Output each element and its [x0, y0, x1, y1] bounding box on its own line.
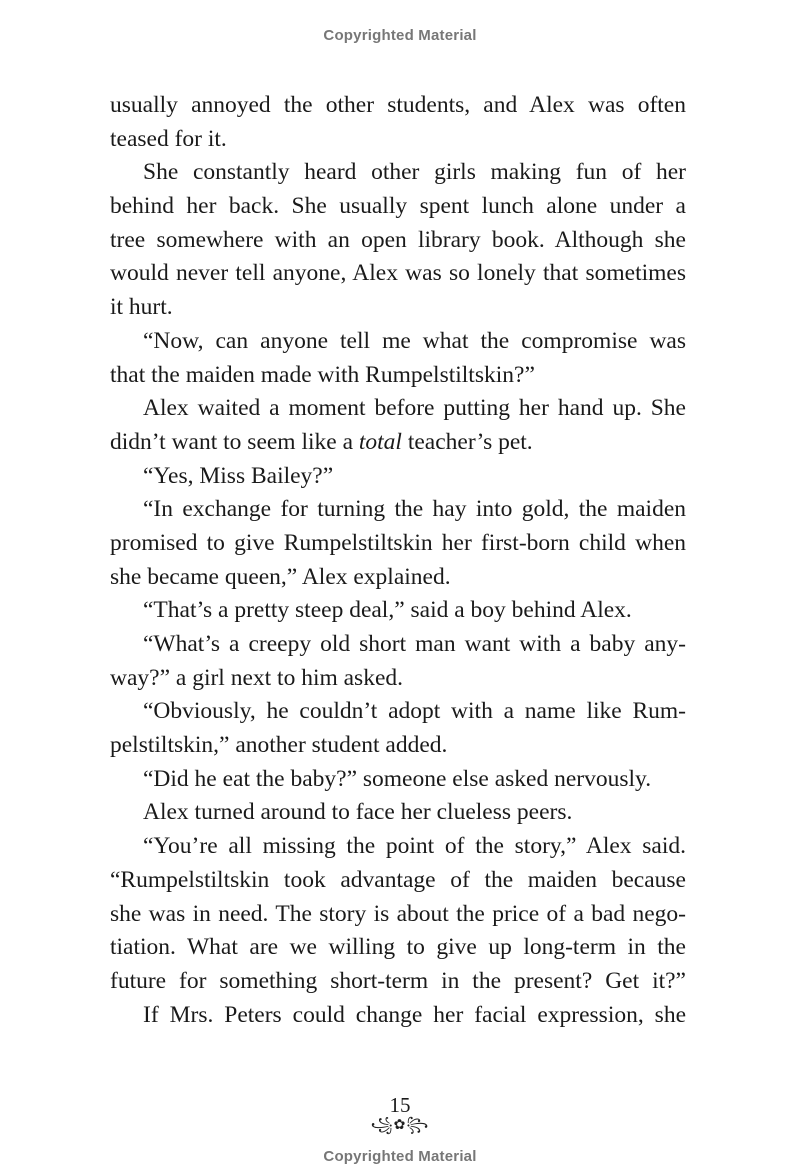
text-line: she became queen,” Alex explained.	[110, 563, 451, 590]
text-segment: teacher’s pet.	[401, 428, 533, 455]
text-line: “What’s a creepy old short man want with a baby any-	[143, 631, 686, 657]
text-line: “Now, can anyone tell me what the compromise was	[143, 327, 686, 354]
text-line: way?” a girl next to him asked.	[110, 664, 404, 691]
page-number: 15	[389, 1093, 411, 1117]
text-line: Alex waited a moment before putting her hand up. She	[143, 395, 686, 422]
text-line: “Rumpelstiltskin took advantage of the maiden because	[110, 866, 686, 893]
text-line: she was in need. The story is about the price of a bad nego-	[110, 900, 686, 927]
text-line: usually annoyed the other students, and Alex was often	[110, 92, 686, 118]
text-segment: didn’t want to seem like a	[110, 428, 359, 455]
text-line: She constantly heard other girls making fun of her	[143, 159, 686, 186]
text-line	[110, 426, 686, 460]
text-line: teased for it.	[110, 125, 227, 152]
italic-emphasis: total	[358, 428, 402, 455]
flourish-ornament-icon: ꧁✿꧂	[370, 1118, 430, 1133]
text-line: tiation. What are we willing to give up long-term in the	[110, 934, 686, 961]
text-line: “In exchange for turning the hay into gold, the maiden	[143, 496, 686, 523]
text-line: “Obviously, he couldn’t adopt with a name like Rum-	[143, 698, 686, 725]
text-line: behind her back. She usually spent lunch alone under a	[110, 193, 686, 220]
copyright-watermark-top: Copyrighted Material	[323, 27, 477, 44]
text-line: it hurt.	[110, 294, 173, 321]
text-line: promised to give Rumpelstiltskin her first-born child when	[110, 529, 686, 556]
text-line: If Mrs. Peters could change her facial expression, she	[143, 1001, 686, 1028]
page-body-text	[110, 89, 686, 1032]
copyright-watermark-bottom: Copyrighted Material	[323, 1148, 477, 1165]
text-line: “Yes, Miss Bailey?”	[143, 462, 334, 489]
text-line: future for something short-term in the present? Get it?”	[110, 967, 686, 994]
text-line: Alex turned around to face her clueless peers.	[143, 799, 573, 826]
text-line: “You’re all missing the point of the story,” Alex said.	[143, 833, 686, 860]
text-line: “Did he eat the baby?” someone else asked nervously.	[143, 765, 652, 792]
text-line: “That’s a pretty steep deal,” said a boy behind Alex.	[143, 597, 632, 624]
text-line: pelstiltskin,” another student added.	[110, 732, 448, 759]
text-line: tree somewhere with an open library book. Although she	[110, 226, 686, 253]
text-line: would never tell anyone, Alex was so lonely that sometimes	[110, 260, 686, 287]
text-line: that the maiden made with Rumpelstiltskin?”	[110, 361, 535, 388]
